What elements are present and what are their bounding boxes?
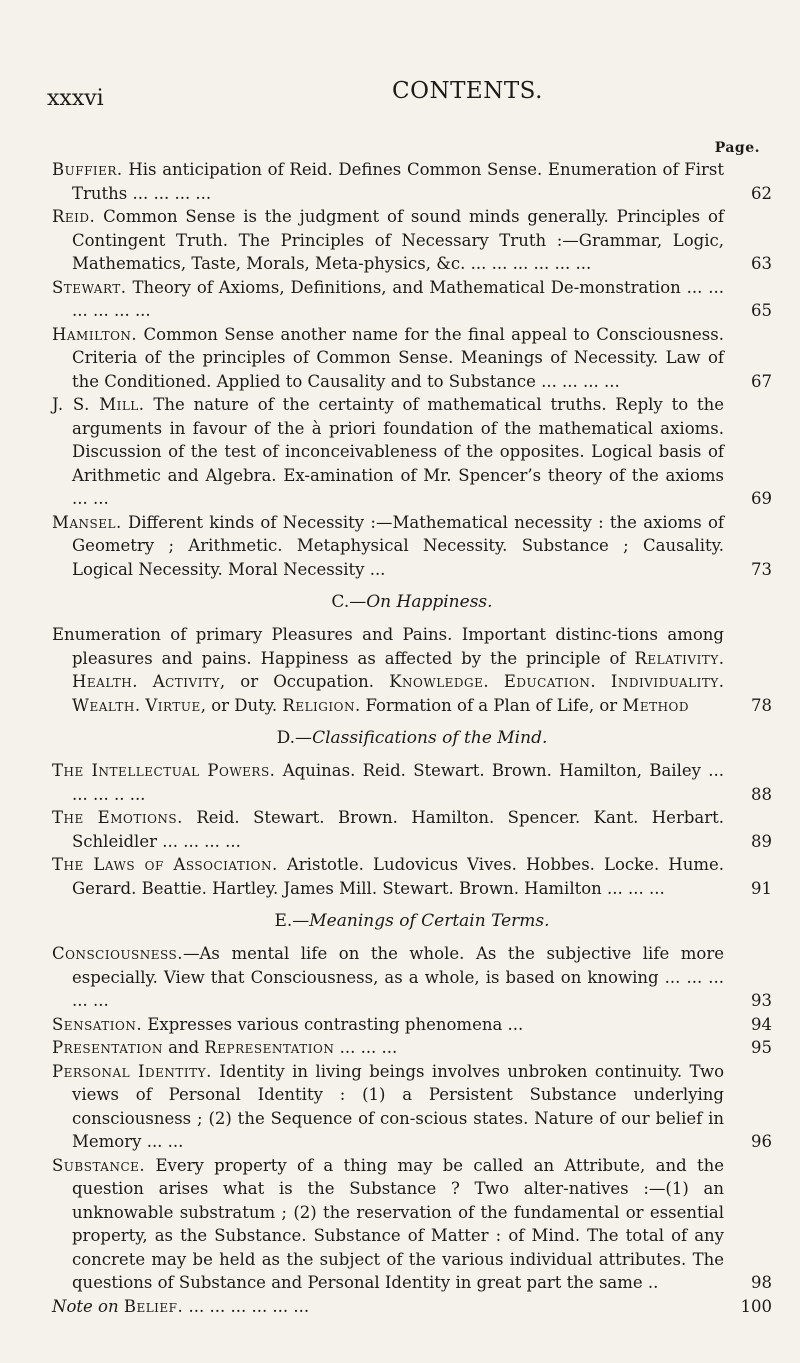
entry-text: , or Duty.	[200, 695, 283, 715]
page-folio: xxxvi	[47, 86, 104, 111]
entry-text: The nature of the certainty of mathematical truths. Reply to the arguments in favour of the à priori foundation of the mathematical axioms. Discussion of the test of inconceivableness of the opposites. Logical basis of Arithmetic and Algebra. Ex-amination of Mr. Spencer’s theory of the axioms ... ...	[72, 395, 724, 508]
entry-text: ... ... ... ... ... ...	[188, 1296, 310, 1316]
entry-page-number: 91	[751, 878, 772, 898]
section-heading-e	[52, 910, 772, 932]
entry-page-number: 96	[751, 1132, 772, 1151]
toc-entry-personal-identity	[52, 1060, 772, 1154]
toc-entry-note-on-belief	[52, 1295, 772, 1319]
entry-term: Wealth	[72, 695, 135, 715]
entry-text: , or Occupation.	[219, 672, 390, 691]
entry-name: Mansel.	[52, 512, 122, 532]
entry-text: Aristotle. Ludovicus Vives. Hobbes. Locke. Hume. Gerard. Beattie. Hartley. James Mill. Stewart. Brown. Hamilton ... ... ...	[72, 855, 724, 898]
section-label: C.—	[331, 592, 367, 612]
toc-entry-presentation	[52, 1036, 772, 1060]
running-title: CONTENTS.	[392, 78, 543, 104]
toc-entry-substance	[52, 1154, 772, 1295]
section-title: On Happiness.	[366, 592, 493, 612]
entry-text: .	[134, 695, 146, 715]
entry-term: Health	[72, 672, 133, 691]
entry-name: Reid.	[52, 207, 96, 226]
entry-page-number: 67	[751, 371, 772, 391]
entry-text: .	[132, 672, 153, 691]
toc-entry-stewart	[52, 276, 772, 323]
entry-page-number: 88	[751, 784, 772, 804]
entry-name: J. S. Mill.	[52, 395, 145, 414]
entry-text: and Representation ... ... ...	[168, 1038, 398, 1057]
entry-page-number: 98	[751, 1273, 772, 1292]
entry-text: . Formation of a Plan of Life, or	[354, 695, 623, 715]
section-heading-c	[52, 591, 772, 613]
entry-name: The Laws of Association.	[52, 855, 278, 874]
entry-text: Common Sense another name for the final appeal to Consciousness. Criteria of the principles of Common Sense. Meanings of Necessity. Law of the Conditioned. Applied to Causality and to Substance ... ... ... ...	[72, 324, 724, 391]
entry-page-number: 63	[751, 254, 772, 273]
entry-name: Presentation	[52, 1038, 163, 1057]
toc-entry-happiness	[52, 623, 772, 717]
entry-page-number: 62	[751, 183, 772, 203]
entry-text: His anticipation of Reid. Defines Common Sense. Enumeration of First Truths ... ... ... ...	[72, 160, 724, 203]
entry-text: Theory of Axioms, Definitions, and Mathematical De-monstration ... ... ... ... ... ...	[72, 277, 724, 320]
entry-name: The Emotions.	[52, 808, 183, 827]
toc-entry-sensation	[52, 1013, 772, 1037]
entry-page-number: 95	[751, 1038, 772, 1057]
entry-name: Personal Identity.	[52, 1061, 212, 1081]
toc-entry-mill	[52, 393, 772, 511]
running-head	[0, 78, 800, 126]
entry-page-number: 65	[751, 301, 772, 320]
entry-text: .	[718, 672, 725, 691]
entry-term: Knowledge	[389, 672, 484, 691]
section-label: D.—	[276, 728, 313, 748]
section-title: Classifications of the Mind.	[312, 728, 548, 748]
entry-name: Note on	[52, 1296, 119, 1316]
section-title: Meanings of Certain Terms.	[309, 911, 550, 931]
contents-body	[52, 158, 772, 1318]
entry-text: Reid. Stewart. Brown. Hamilton. Spencer. Kant. Herbart. Schleidler ... ... ... ...	[72, 808, 724, 851]
section-label: E.—	[274, 911, 310, 931]
toc-entry-buffier	[52, 158, 772, 205]
toc-entry-hamilton	[52, 323, 772, 394]
toc-entry-intellectual-powers	[52, 759, 772, 806]
entry-text: Enumeration of primary Pleasures and Pains. Important distinc-tions among pleasures and pains. Happiness as affected by the principle of	[52, 625, 724, 668]
page-column-label: Page.	[714, 140, 760, 156]
entry-term: Individuality	[610, 672, 719, 691]
entry-text: Common Sense is the judgment of sound minds generally. Principles of Contingent Truth. The Principles of Necessary Truth :—Grammar, Logic, Mathematics, Taste, Morals, Meta-physics, &c. ... ... ... ... ... ...	[72, 207, 725, 273]
entry-name-2: Belief.	[123, 1296, 184, 1316]
entry-page-number: 94	[751, 1014, 772, 1034]
entry-text: Expresses various contrasting phenomena ...	[147, 1014, 524, 1034]
entry-name: Stewart.	[52, 277, 127, 297]
entry-name: Consciousness.	[52, 944, 184, 963]
toc-entry-laws-of-association	[52, 853, 772, 900]
entry-text: —As mental life on the whole. As the subjective life more especially. View that Consciousness, as a whole, is based on knowing ... ... ... ... ...	[72, 944, 724, 1010]
entry-text: Every property of a thing may be called an Attribute, and the question arises what is the Substance ? Two alter-natives :—(1) an unknowable substratum ; (2) the reservation of the fundamental or essential property, as the Substance. Substance of Matter : of Mind. The total of any concrete may be held as the subject of the various individual attributes. The questions of Substance and Personal Identity in great part the same ..	[72, 1155, 724, 1292]
entry-page-number: 73	[751, 559, 772, 579]
entry-term: Religion	[282, 695, 355, 715]
entry-term: Relativity	[634, 648, 719, 668]
entry-text: .	[718, 648, 724, 668]
entry-text: Different kinds of Necessity :—Mathematical necessity : the axioms of Geometry ; Arithmetic. Metaphysical Necessity. Substance ; Causality. Logical Necessity. Moral Necessity ...	[72, 512, 724, 579]
entry-name: Buffier.	[52, 160, 123, 179]
entry-term: Method	[622, 695, 690, 715]
entry-term: Virtue	[145, 695, 201, 715]
entry-term: Activity	[152, 672, 220, 691]
entry-page-number: 78	[751, 695, 772, 715]
entry-text: Identity in living beings involves unbroken continuity. Two views of Personal Identity : (1) a Persistent Substance underlying consciousness ; (2) the Sequence of con-scious states. Nature of our belief in Memory ... ...	[72, 1061, 724, 1151]
entry-name: Hamilton.	[52, 324, 138, 344]
entry-name: Sensation.	[52, 1014, 143, 1034]
toc-entry-emotions	[52, 806, 772, 853]
toc-entry-consciousness	[52, 942, 772, 1013]
entry-name: Substance.	[52, 1155, 146, 1175]
entry-name-2: Representation	[204, 1038, 335, 1057]
entry-name: The Intellectual Powers.	[52, 761, 276, 780]
entry-page-number: 89	[751, 831, 772, 851]
entry-text: .	[590, 672, 611, 691]
entry-page-number: 93	[751, 991, 772, 1010]
entry-page-number: 69	[751, 489, 772, 508]
section-heading-d	[52, 727, 772, 749]
entry-term: Education	[503, 672, 591, 691]
entry-page-number: 100	[740, 1296, 772, 1316]
toc-entry-mansel	[52, 511, 772, 582]
entry-text: .	[483, 672, 504, 691]
toc-entry-reid	[52, 205, 772, 276]
entry-text: Aquinas. Reid. Stewart. Brown. Hamilton, Bailey ... ... ... .. ...	[72, 761, 724, 804]
